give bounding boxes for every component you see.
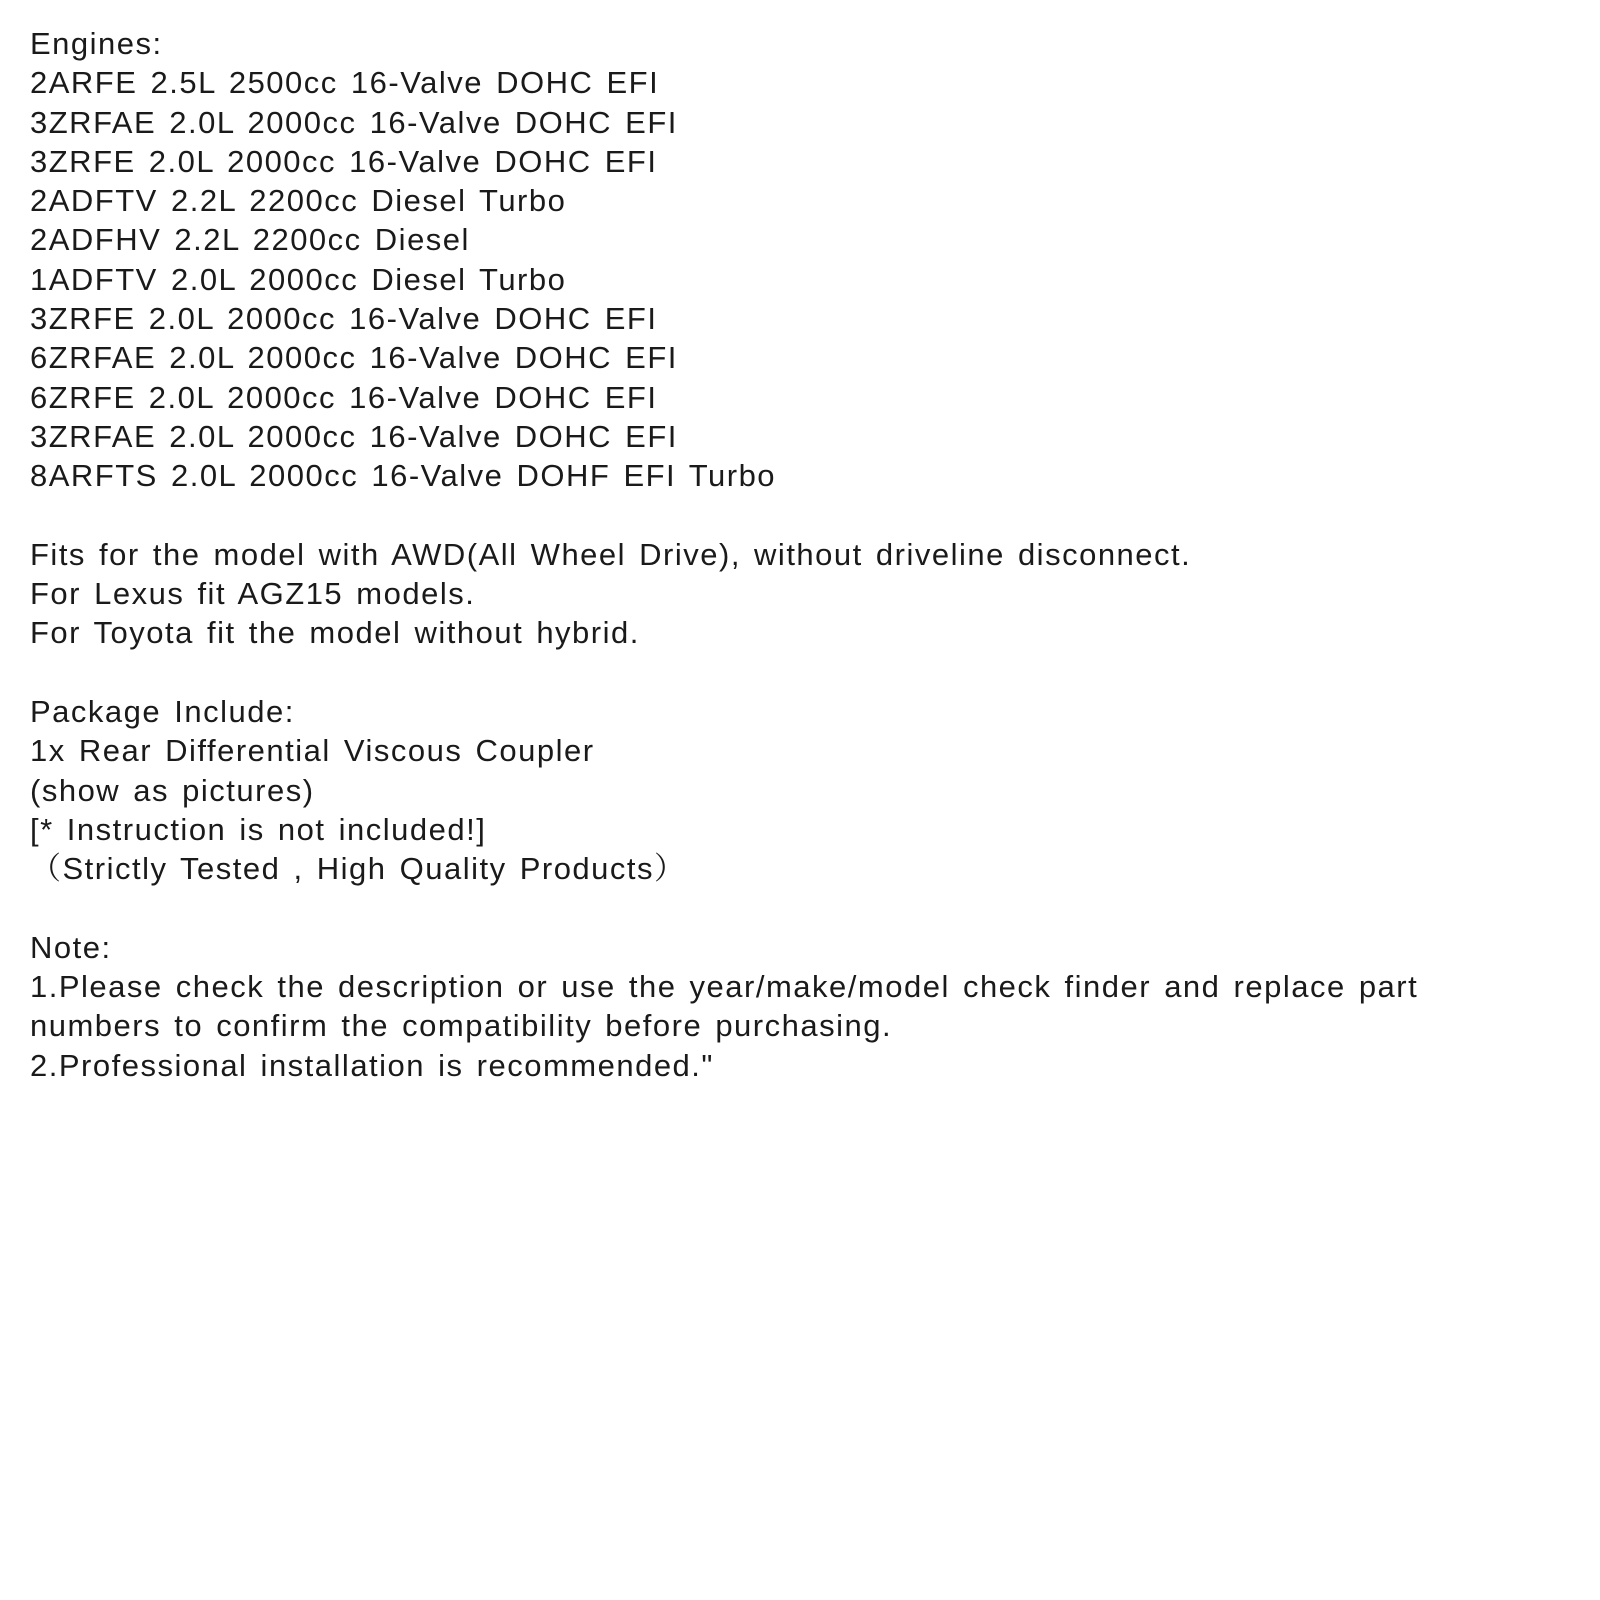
note-heading: Note: bbox=[30, 929, 112, 965]
engine-item: 6ZRFE 2.0L 2000cc 16-Valve DOHC EFI bbox=[30, 379, 658, 415]
note-section bbox=[30, 928, 1575, 1085]
engine-item: 6ZRFAE 2.0L 2000cc 16-Valve DOHC EFI bbox=[30, 340, 678, 376]
engines-section bbox=[30, 24, 1575, 496]
engine-item: 2ARFE 2.5L 2500cc 16-Valve DOHC EFI bbox=[30, 65, 660, 101]
fitment-line: For Toyota fit the model without hybrid. bbox=[30, 615, 640, 651]
fitment-section bbox=[30, 535, 1575, 653]
package-line: (show as pictures) bbox=[30, 772, 315, 808]
engine-item: 3ZRFE 2.0L 2000cc 16-Valve DOHC EFI bbox=[30, 301, 658, 337]
fitment-line: Fits for the model with AWD(All Wheel Drive), without driveline disconnect. bbox=[30, 536, 1192, 572]
product-description-text bbox=[30, 24, 1575, 1085]
note-line: 1.Please check the description or use the year/make/model check finder and replace part bbox=[30, 969, 1419, 1005]
engines-heading: Engines: bbox=[30, 26, 163, 61]
engine-item: 3ZRFE 2.0L 2000cc 16-Valve DOHC EFI bbox=[30, 143, 658, 179]
engine-item: 8ARFTS 2.0L 2000cc 16-Valve DOHF EFI Turbo bbox=[30, 458, 777, 494]
package-line: [* Instruction is not included!] bbox=[30, 811, 487, 847]
fitment-line: For Lexus fit AGZ15 models. bbox=[30, 576, 476, 612]
engine-item: 2ADFHV 2.2L 2200cc Diesel bbox=[30, 222, 470, 258]
package-line: （Strictly Tested , High Quality Products） bbox=[30, 851, 687, 887]
package-heading: Package Include: bbox=[30, 694, 295, 730]
engine-item: 3ZRFAE 2.0L 2000cc 16-Valve DOHC EFI bbox=[30, 104, 678, 140]
engine-item: 1ADFTV 2.0L 2000cc Diesel Turbo bbox=[30, 261, 567, 297]
engine-item: 3ZRFAE 2.0L 2000cc 16-Valve DOHC EFI bbox=[30, 418, 678, 454]
package-section bbox=[30, 692, 1575, 888]
engine-item: 2ADFTV 2.2L 2200cc Diesel Turbo bbox=[30, 183, 567, 219]
note-line: 2.Professional installation is recommended." bbox=[30, 1047, 714, 1083]
package-line: 1x Rear Differential Viscous Coupler bbox=[30, 733, 595, 769]
note-line: numbers to confirm the compatibility before purchasing. bbox=[30, 1008, 893, 1044]
